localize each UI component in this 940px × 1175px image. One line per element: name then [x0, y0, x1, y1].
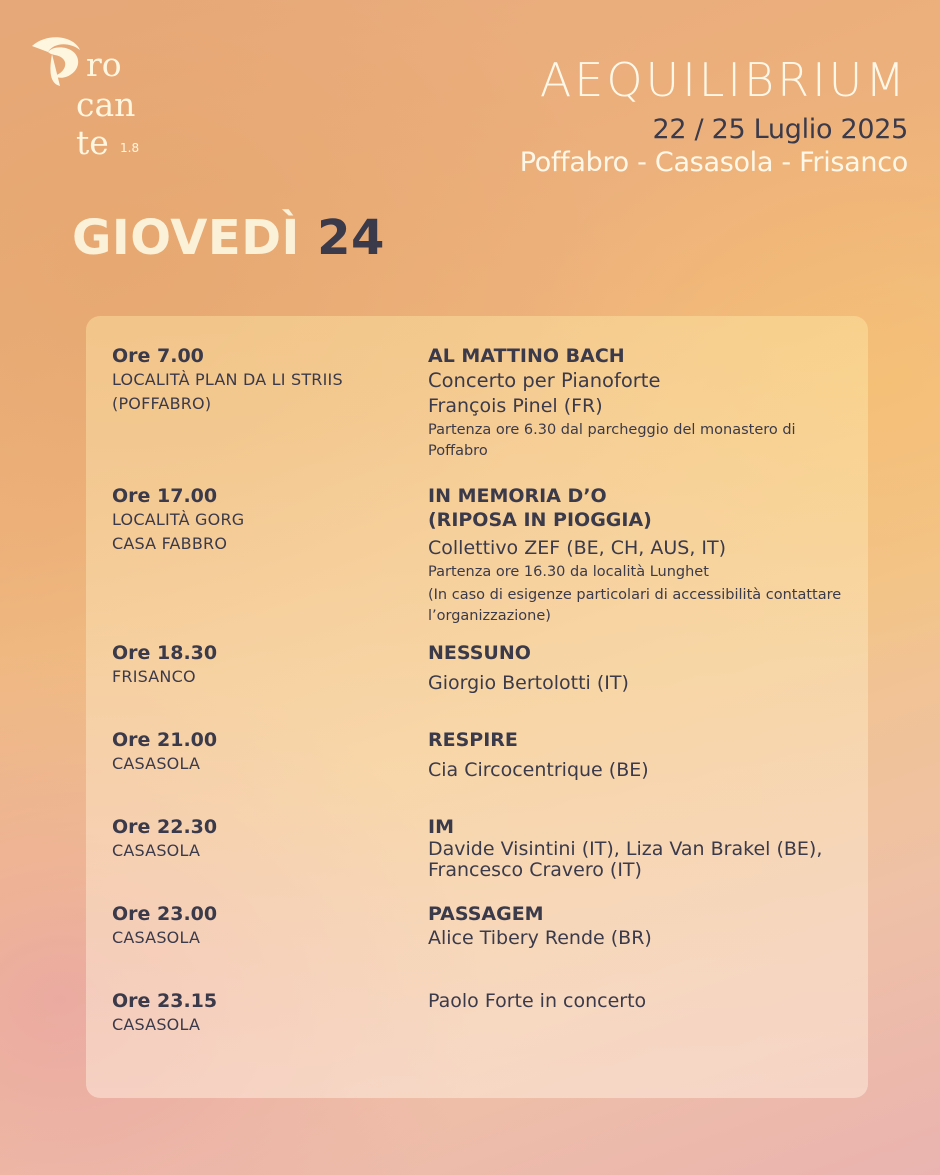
event-time: Ore 21.00 [112, 729, 218, 751]
event-title: (RIPOSA IN PIOGGIA) [428, 509, 652, 531]
logo-line1: ro [86, 45, 122, 84]
logo-line3: te [76, 123, 109, 162]
event-artist: Alice Tibery Rende (BR) [428, 927, 652, 949]
event-artist: Collettivo ZEF (BE, CH, AUS, IT) [428, 537, 727, 559]
event-title: PASSAGEM [428, 903, 544, 925]
event-time: Ore 17.00 [112, 485, 218, 507]
festival-dates: 22 / 25 Luglio 2025 [652, 114, 908, 145]
day-heading [72, 210, 385, 266]
event-time: Ore 23.00 [112, 903, 218, 925]
event-place: CASASOLA [112, 841, 201, 860]
event-title: AL MATTINO BACH [428, 345, 625, 367]
schedule-card [86, 316, 868, 1098]
event-place: FRISANCO [112, 667, 196, 686]
event-artist: Paolo Forte in concerto [428, 990, 647, 1012]
event-title: RESPIRE [428, 729, 518, 751]
event-title: IM [428, 816, 454, 838]
event-time: Ore 23.15 [112, 990, 218, 1012]
event-note: (In caso di esigenze particolari di accessibilità contattare l’organizzazione) [428, 587, 842, 624]
event-place: CASASOLA [112, 754, 201, 773]
event-artist: Davide Visintini (IT), Liza Van Brakel (BE), Francesco Cravero (IT) [428, 838, 823, 881]
event-subtitle: Concerto per Pianoforte [428, 369, 661, 392]
festival-header [520, 52, 908, 178]
event-time: Ore 22.30 [112, 816, 218, 838]
festival-places: Poffabro - Casasola - Frisanco [519, 147, 908, 178]
event-note: Partenza ore 16.30 da località Lunghet [428, 564, 709, 580]
event-place: CASA FABBRO [112, 534, 228, 553]
event-note: Partenza ore 6.30 dal parcheggio del monastero di Poffabro [428, 422, 796, 459]
event-place: LOCALITÀ PLAN DA LI STRIIS [112, 370, 343, 389]
logo-line2: can [76, 85, 136, 124]
brocante-logo [30, 34, 170, 164]
event-artist: François Pinel (FR) [428, 395, 603, 417]
day-number: 24 [317, 210, 385, 266]
event-time: Ore 7.00 [112, 345, 204, 367]
event-title: NESSUNO [428, 642, 531, 664]
festival-title: AEQUILIBRIUM [539, 53, 908, 107]
event-time: Ore 18.30 [112, 642, 218, 664]
event-place: CASASOLA [112, 928, 201, 947]
logo-version: 1.8 [120, 141, 140, 155]
event-place: CASASOLA [112, 1015, 201, 1034]
event-artist: Cia Circocentrique (BE) [428, 759, 649, 781]
day-name: GIOVEDÌ [72, 210, 300, 266]
event-title: IN MEMORIA D’O [428, 485, 607, 507]
event-place: LOCALITÀ GORG [112, 510, 245, 529]
event-place: (POFFABRO) [112, 394, 212, 413]
event-artist: Giorgio Bertolotti (IT) [428, 672, 629, 694]
